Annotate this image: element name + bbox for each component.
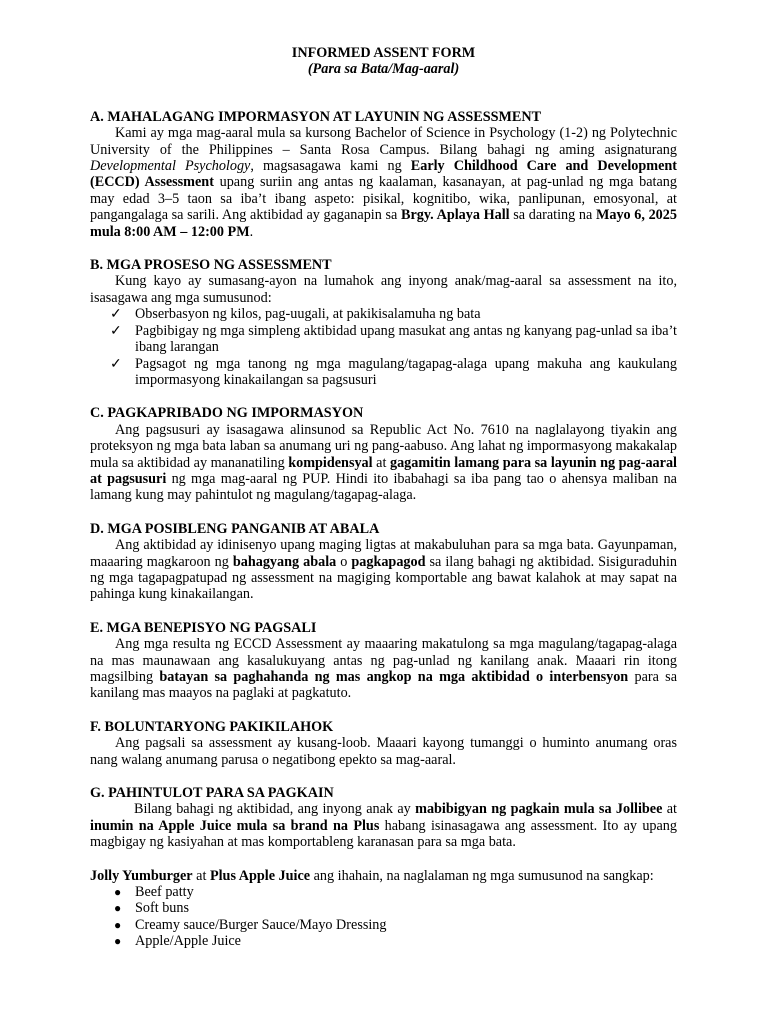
section-f-heading: F. BOLUNTARYONG PAKIKILAHOK — [90, 718, 334, 735]
bullet-icon: ● — [114, 917, 122, 932]
form-title: INFORMED ASSENT FORM — [291, 45, 476, 61]
list-item: ✓ Obserbasyon ng kilos, pag-uugali, at pakikisalamuha ng bata — [110, 306, 481, 323]
assessment-process-list — [90, 306, 677, 388]
list-item: ✓ Pagsagot ng mga tanong ng mga magulang/tagapag-alaga upang makuha ang kaukulang impormasyong kinakailangan sa pagsusuri — [110, 355, 677, 388]
checkmark-icon: ✓ — [110, 306, 122, 323]
list-item: ✓ Pagbibigay ng mga simpleng aktibidad upang masukat ang antas ng kanyang pag-unlad sa iba’t ibang larangan — [110, 322, 677, 356]
bullet-icon: ● — [114, 934, 122, 949]
section-a-paragraph: Kami ay mga mag-aaral mula sa kursong Bachelor of Science in Psychology (1-2) ng Polytechnic University of the Philippines – Santa Rosa Campus. Bilang bahagi ng aming asignaturang Developmental Psychology, magsasagawa kami ng Early Childhood Care and Development (ECCD) Assessment upang suriin ang antas ng kaalaman, kasanayan, at pag-unlad ng mga batang may edad 3–5 taon sa iba’t ibang aspeto: pisikal, kognitibo, wika, panlipunan, emosyonal, at pangangalaga sa sarili. Ang aktibidad ay gaganapin sa Brgy. Aplaya Hall sa darating na Mayo 6, 2025 mula 8:00 AM – 12:00 PM. — [90, 125, 677, 240]
ingredients-list — [90, 884, 677, 950]
bullet-icon: ● — [114, 901, 122, 916]
section-c-heading: C. PAGKAPRIBADO NG IMPORMASYON — [90, 405, 364, 422]
food-intro: Jolly Yumburger at Plus Apple Juice ang ihahain, na naglalaman ng mga sumusunod na sangkap: — [90, 867, 654, 884]
form-subtitle: (Para sa Bata/Mag-aaral) — [307, 61, 460, 78]
section-e-heading: E. MGA BENEPISYO NG PAGSALI — [90, 619, 317, 636]
section-b-heading: B. MGA PROSESO NG ASSESSMENT — [90, 257, 332, 274]
list-item: ● Soft buns — [114, 900, 189, 917]
section-e-paragraph: Ang mga resulta ng ECCD Assessment ay maaaring makatulong sa mga magulang/tagapag-alaga na mas maunawaan ang kasalukuyang antas ng pag-unlad ng kanilang anak. Maaari rin itong magsilbing batayan sa paghahanda ng mas angkop na mga aktibidad o interbensyon para sa kanilang mas maayos na paglaki at pagkatuto. — [90, 636, 677, 702]
section-d-heading: D. MGA POSIBLENG PANGANIB AT ABALA — [90, 520, 380, 537]
bullet-icon: ● — [114, 885, 122, 900]
checkmark-icon: ✓ — [110, 355, 122, 372]
list-item: ● Apple/Apple Juice — [114, 933, 241, 950]
section-g-heading: G. PAHINTULOT PARA SA PAGKAIN — [90, 785, 334, 802]
checkmark-icon: ✓ — [110, 322, 122, 339]
section-f-paragraph: Ang pagsali sa assessment ay kusang-loob. Maaari kayong tumanggi o huminto anumang oras nang walang anumang parusa o negatibong epekto sa mag-aaral. — [90, 735, 677, 768]
list-item: ● Creamy sauce/Burger Sauce/Mayo Dressing — [114, 916, 387, 933]
section-b-intro: Kung kayo ay sumasang-ayon na lumahok ang inyong anak/mag-aaral sa assessment na ito, isasagawa ang mga sumusunod: — [90, 273, 677, 306]
section-d-paragraph: Ang aktibidad ay idinisenyo upang maging ligtas at makabuluhan para sa mga bata. Gayunpaman, maaaring magkaroon ng bahagyang abala o pagkapagod sa ilang bahagi ng aktibidad. Sisiguraduhin ng mga tagapagpatupad ng assessment na magiging komportable ang bawat kalahok at may sapat na pahinga kung kinakailangan. — [90, 537, 677, 603]
list-item: ● Beef patty — [114, 884, 194, 901]
section-g-paragraph: Bilang bahagi ng aktibidad, ang inyong anak ay mabibigyan ng pagkain mula sa Jollibee at inumin na Apple Juice mula sa brand na Plus habang isinasagawa ang assessment. Ito ay upang magbigay ng kasiyahan at mas komportableng karanasan para sa mga bata. — [90, 801, 678, 851]
section-c-paragraph: Ang pagsusuri ay isasagawa alinsunod sa Republic Act No. 7610 na naglalayong tiyakin ang proteksyon ng mga bata laban sa anumang uri ng pang-aabuso. Ang lahat ng impormasyong makakalap mula sa aktibidad ay mananatiling kompidensyal at gagamitin lamang para sa layunin ng pag-aaral at pagsusuri ng mga mag-aaral ng PUP. Hindi ito ibabahagi sa iba pang tao o ahensya maliban na lamang kung may pahintulot ng magulang/tagapag-alaga. — [90, 421, 677, 504]
section-a-heading: A. MAHALAGANG IMPORMASYON AT LAYUNIN NG ASSESSMENT — [90, 108, 542, 125]
